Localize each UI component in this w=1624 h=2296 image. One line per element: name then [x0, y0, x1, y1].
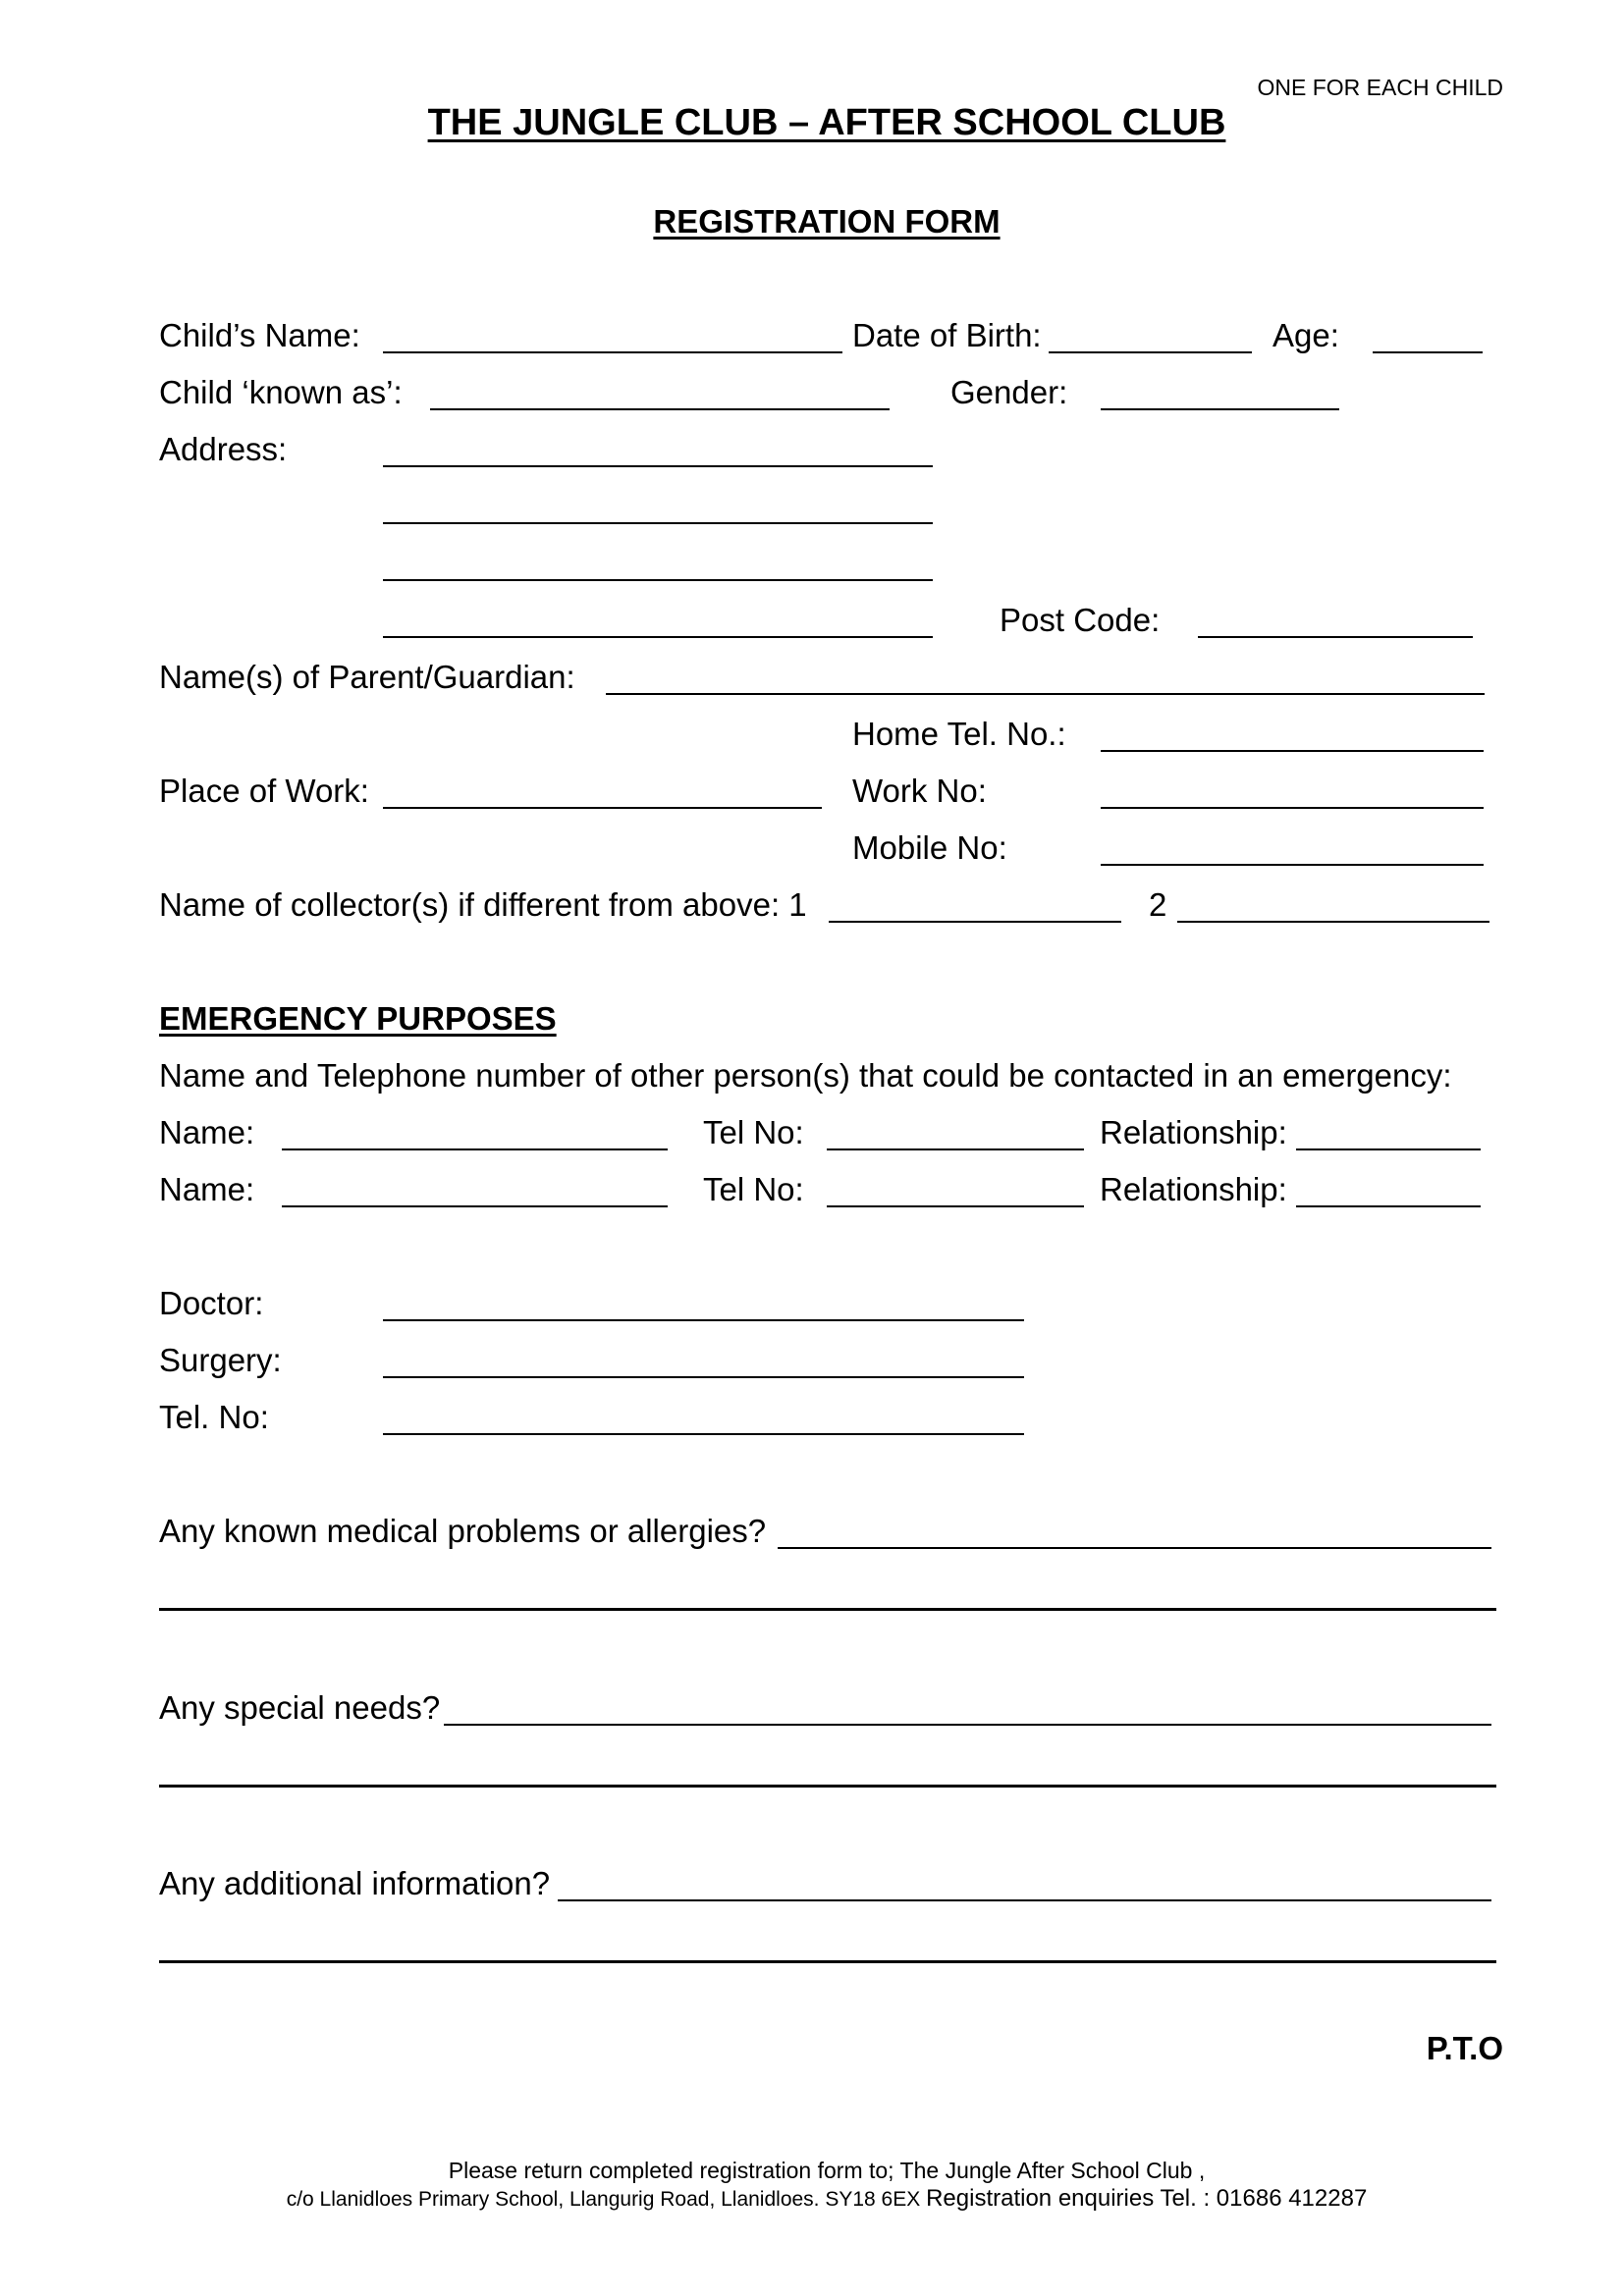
- collector-1-field[interactable]: [829, 921, 1121, 923]
- page-title: THE JUNGLE CLUB – AFTER SCHOOL CLUB: [427, 102, 1226, 143]
- address-line-field[interactable]: [383, 522, 933, 524]
- emergency-tel-field[interactable]: [827, 1148, 1084, 1150]
- collector-label: Name of collector(s) if different from above: 1: [159, 886, 807, 923]
- work-no-field[interactable]: [1101, 807, 1484, 809]
- gender-field[interactable]: [1101, 408, 1339, 410]
- doctor-tel-field[interactable]: [383, 1433, 1024, 1435]
- gender-label: Gender:: [950, 374, 1068, 410]
- place-of-work-label: Place of Work:: [159, 773, 369, 809]
- collector-2-field[interactable]: [1177, 921, 1489, 923]
- home-tel-label: Home Tel. No.:: [852, 716, 1066, 752]
- doctor-tel-label: Tel. No:: [159, 1399, 269, 1435]
- address-line-field[interactable]: [383, 465, 933, 467]
- child-name-label: Child’s Name:: [159, 317, 360, 353]
- relationship-field[interactable]: [1296, 1148, 1481, 1150]
- collector-2-label: 2: [1149, 886, 1167, 923]
- special-needs-label: Any special needs?: [159, 1689, 441, 1726]
- emergency-heading: EMERGENCY PURPOSES: [159, 1000, 557, 1037]
- footer-return-line: Please return completed registration form to; The Jungle After School Club ,: [448, 2158, 1206, 2183]
- surgery-label: Surgery:: [159, 1342, 282, 1378]
- emergency-tel-label: Tel No:: [703, 1114, 804, 1150]
- medical-problems-extra-line[interactable]: [159, 1608, 1496, 1611]
- mobile-label: Mobile No:: [852, 829, 1007, 866]
- footer-address: c/o Llanidloes Primary School, Llangurig Road, Llanidloes. SY18 6EX: [286, 2188, 921, 2211]
- child-name-field[interactable]: [383, 351, 842, 353]
- postcode-label: Post Code:: [1000, 602, 1161, 638]
- address-label: Address:: [159, 431, 288, 467]
- address-line-field[interactable]: [383, 579, 933, 581]
- work-no-label: Work No:: [852, 773, 987, 809]
- known-as-label: Child ‘known as’:: [159, 374, 403, 410]
- special-needs-field[interactable]: [444, 1724, 1491, 1726]
- each-child-note: ONE FOR EACH CHILD: [1257, 75, 1503, 100]
- home-tel-field[interactable]: [1101, 750, 1484, 752]
- emergency-tel-label: Tel No:: [703, 1171, 804, 1207]
- emergency-name-label: Name:: [159, 1171, 255, 1207]
- doctor-field[interactable]: [383, 1319, 1024, 1321]
- dob-label: Date of Birth:: [852, 317, 1042, 353]
- additional-info-field[interactable]: [558, 1899, 1491, 1901]
- medical-problems-label: Any known medical problems or allergies?: [159, 1513, 767, 1549]
- footer-enquiries: Registration enquiries Tel. : 01686 412287: [926, 2185, 1368, 2212]
- emergency-name-field[interactable]: [282, 1205, 668, 1207]
- dob-field[interactable]: [1049, 351, 1252, 353]
- emergency-tel-field[interactable]: [827, 1205, 1084, 1207]
- special-needs-extra-line[interactable]: [159, 1785, 1496, 1788]
- postcode-field[interactable]: [1198, 636, 1473, 638]
- additional-info-label: Any additional information?: [159, 1865, 551, 1901]
- parent-names-field[interactable]: [606, 693, 1485, 695]
- age-field[interactable]: [1373, 351, 1483, 353]
- relationship-field[interactable]: [1296, 1205, 1481, 1207]
- relationship-label: Relationship:: [1100, 1171, 1287, 1207]
- form-subtitle: REGISTRATION FORM: [653, 203, 1001, 240]
- emergency-name-field[interactable]: [282, 1148, 668, 1150]
- emergency-intro: Name and Telephone number of other person(s) that could be contacted in an emergency:: [159, 1057, 1452, 1094]
- known-as-field[interactable]: [430, 408, 890, 410]
- medical-problems-field[interactable]: [778, 1547, 1491, 1549]
- footer-address-line: [0, 2185, 1624, 2213]
- address-line-field[interactable]: [383, 636, 933, 638]
- surgery-field[interactable]: [383, 1376, 1024, 1378]
- place-of-work-field[interactable]: [383, 807, 822, 809]
- age-label: Age:: [1272, 317, 1339, 353]
- mobile-field[interactable]: [1101, 864, 1484, 866]
- doctor-label: Doctor:: [159, 1285, 264, 1321]
- additional-info-extra-line[interactable]: [159, 1960, 1496, 1963]
- pto-note: P.T.O: [1426, 2030, 1503, 2066]
- parent-names-label: Name(s) of Parent/Guardian:: [159, 659, 575, 695]
- emergency-name-label: Name:: [159, 1114, 255, 1150]
- relationship-label: Relationship:: [1100, 1114, 1287, 1150]
